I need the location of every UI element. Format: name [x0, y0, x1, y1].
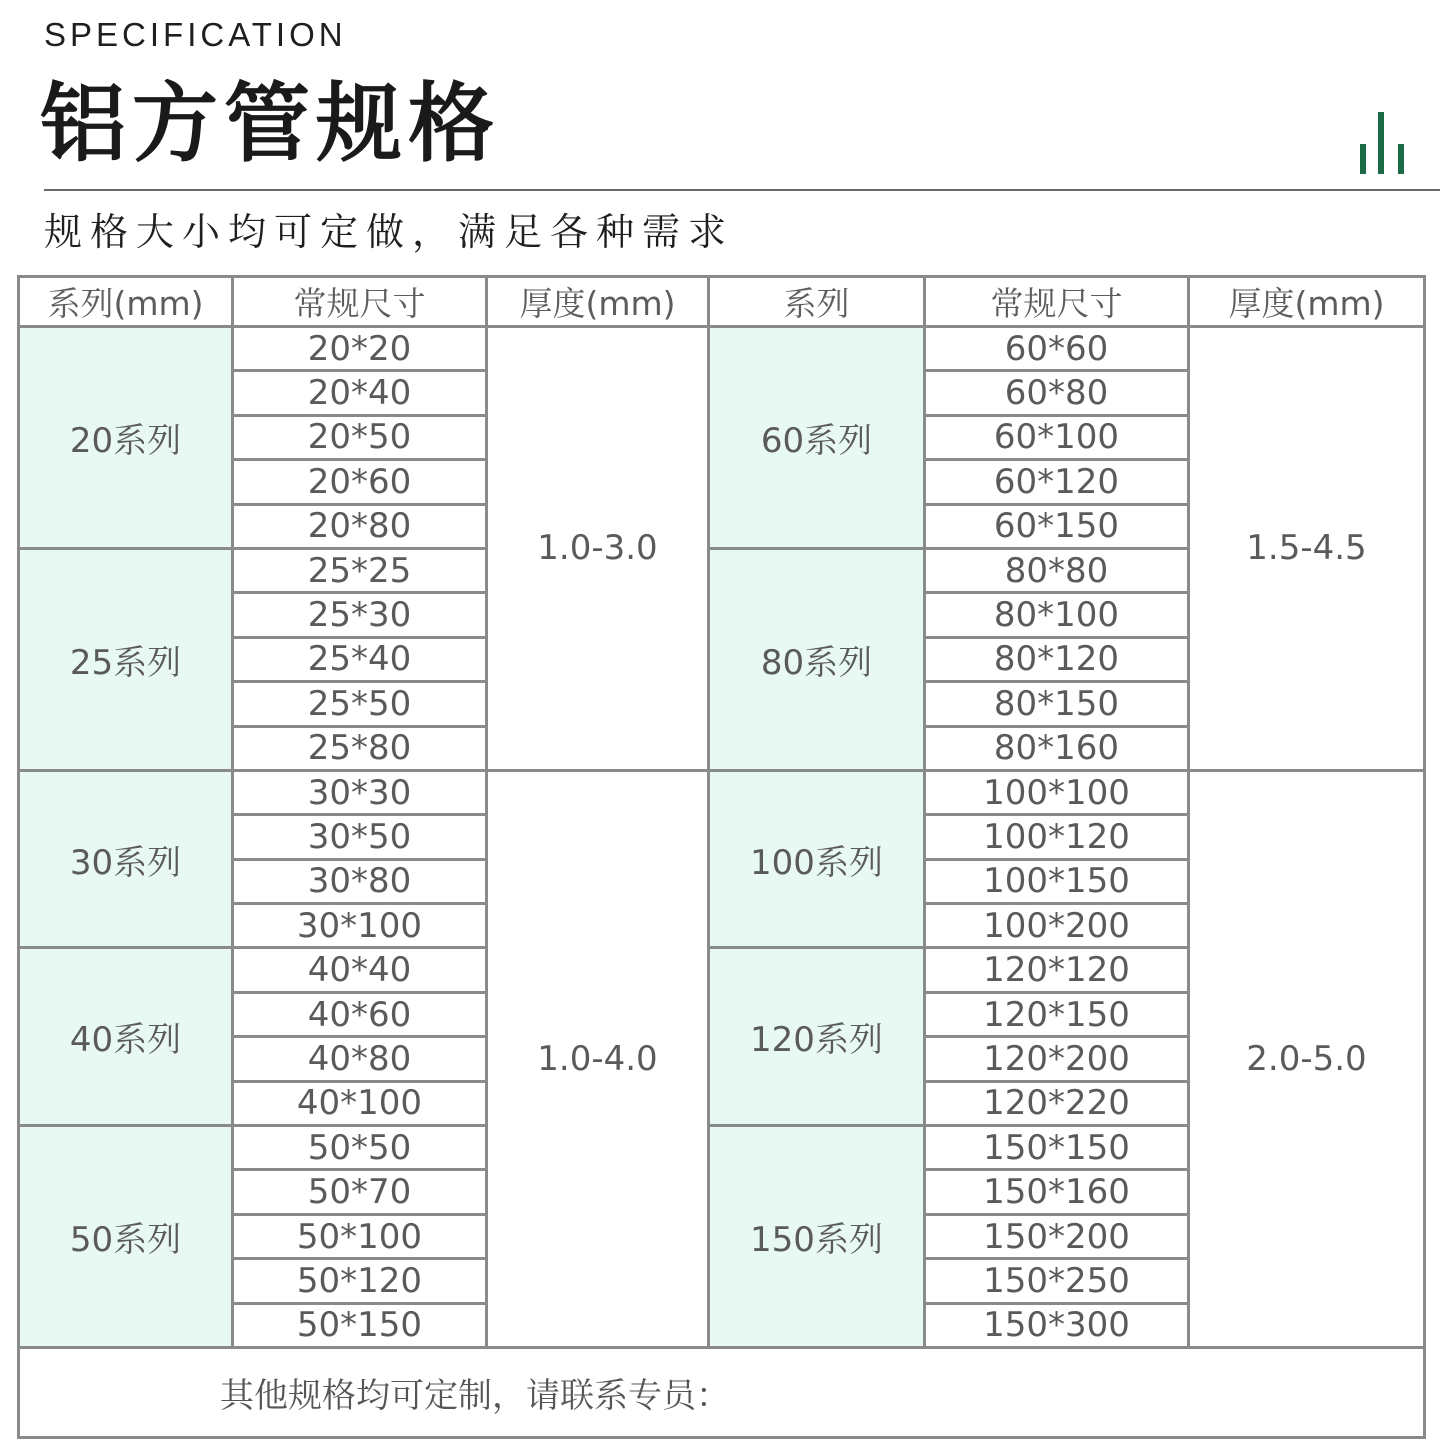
size-cell: 80*120	[925, 637, 1189, 681]
size-cell: 150*300	[925, 1303, 1189, 1347]
size-cell: 25*30	[233, 593, 487, 637]
table-row	[19, 770, 1425, 814]
size-cell: 100*120	[925, 815, 1189, 859]
size-cell: 60*60	[925, 327, 1189, 371]
size-cell: 150*160	[925, 1170, 1189, 1214]
size-cell: 25*80	[233, 726, 487, 770]
table-header-row	[19, 277, 1425, 327]
series-cell: 50系列	[19, 1126, 233, 1348]
eyebrow-label: SPECIFICATION	[44, 16, 347, 53]
size-cell: 50*70	[233, 1170, 487, 1214]
size-cell: 30*80	[233, 859, 487, 903]
series-cell: 120系列	[709, 948, 925, 1126]
size-cell: 60*120	[925, 460, 1189, 504]
size-cell: 80*160	[925, 726, 1189, 770]
size-cell: 120*120	[925, 948, 1189, 992]
series-cell: 100系列	[709, 770, 925, 948]
thickness-cell: 1.5-4.5	[1189, 327, 1425, 771]
series-cell: 80系列	[709, 548, 925, 770]
size-cell: 60*150	[925, 504, 1189, 548]
size-cell: 50*150	[233, 1303, 487, 1347]
size-cell: 80*100	[925, 593, 1189, 637]
bars-logo-icon	[1356, 112, 1412, 174]
thickness-cell: 2.0-5.0	[1189, 770, 1425, 1347]
header-divider	[44, 189, 1440, 191]
header-size: 常规尺寸	[233, 277, 487, 327]
spec-table	[17, 275, 1426, 1439]
size-cell: 120*200	[925, 1037, 1189, 1081]
footer-note: 其他规格均可定制，请联系专员：	[19, 1347, 1425, 1437]
series-cell: 30系列	[19, 770, 233, 948]
series-cell: 40系列	[19, 948, 233, 1126]
series-cell: 20系列	[19, 327, 233, 549]
header-thickness: 厚度(mm)	[487, 277, 709, 327]
series-cell: 60系列	[709, 327, 925, 549]
size-cell: 40*40	[233, 948, 487, 992]
header-series: 系列(mm)	[19, 277, 233, 327]
thickness-cell: 1.0-3.0	[487, 327, 709, 771]
size-cell: 120*220	[925, 1081, 1189, 1125]
size-cell: 50*100	[233, 1214, 487, 1258]
size-cell: 80*80	[925, 548, 1189, 592]
size-cell: 150*200	[925, 1214, 1189, 1258]
size-cell: 60*100	[925, 415, 1189, 459]
header-series: 系列	[709, 277, 925, 327]
size-cell: 20*50	[233, 415, 487, 459]
size-cell: 100*200	[925, 904, 1189, 948]
size-cell: 25*25	[233, 548, 487, 592]
page-subtitle: 规格大小均可定做，满足各种需求	[44, 210, 735, 254]
size-cell: 60*80	[925, 371, 1189, 415]
size-cell: 25*50	[233, 682, 487, 726]
series-cell: 25系列	[19, 548, 233, 770]
size-cell: 20*80	[233, 504, 487, 548]
size-cell: 20*40	[233, 371, 487, 415]
size-cell: 30*100	[233, 904, 487, 948]
size-cell: 120*150	[925, 992, 1189, 1036]
thickness-cell: 1.0-4.0	[487, 770, 709, 1347]
size-cell: 40*60	[233, 992, 487, 1036]
table-footer-row	[19, 1347, 1425, 1437]
size-cell: 80*150	[925, 682, 1189, 726]
header-size: 常规尺寸	[925, 277, 1189, 327]
size-cell: 50*120	[233, 1259, 487, 1303]
size-cell: 40*100	[233, 1081, 487, 1125]
size-cell: 20*20	[233, 327, 487, 371]
size-cell: 20*60	[233, 460, 487, 504]
size-cell: 50*50	[233, 1126, 487, 1170]
series-cell: 150系列	[709, 1126, 925, 1348]
size-cell: 30*50	[233, 815, 487, 859]
size-cell: 150*150	[925, 1126, 1189, 1170]
table-row	[19, 327, 1425, 371]
size-cell: 30*30	[233, 770, 487, 814]
header-thickness: 厚度(mm)	[1189, 277, 1425, 327]
size-cell: 40*80	[233, 1037, 487, 1081]
page-title: 铝方管规格	[40, 74, 500, 174]
size-cell: 100*100	[925, 770, 1189, 814]
size-cell: 25*40	[233, 637, 487, 681]
size-cell: 100*150	[925, 859, 1189, 903]
size-cell: 150*250	[925, 1259, 1189, 1303]
